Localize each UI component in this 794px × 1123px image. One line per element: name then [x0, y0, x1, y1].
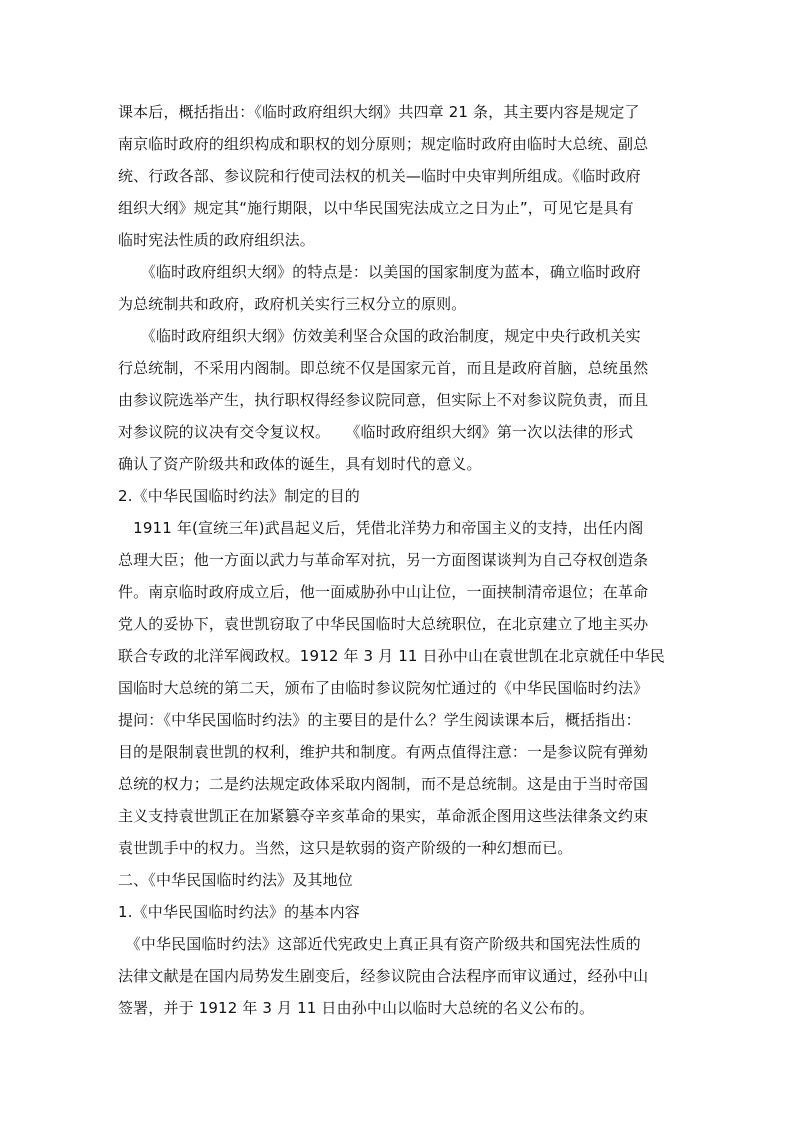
text-line-14: 1911 年(宣统三年)武昌起义后，凭借北洋势力和帝国主义的支持，出任内阁 — [118, 519, 644, 537]
text-line-5: 临时宪法性质的政府组织法。 — [118, 231, 315, 249]
section-heading-2: 2.《中华民国临时约法》制定的目的 — [118, 487, 360, 505]
text-line-29: 签署，并于 1912 年 3 月 11 日由孙中山以临时大总统的名义公布的。 — [118, 999, 595, 1017]
text-line-27: 《中华民国临时约法》这部近代宪政史上真正具有资产阶级共和国宪法性质的 — [118, 935, 641, 953]
text-line-1: 课本后，概括指出：《临时政府组织大纲》共四章 21 条，其主要内容是规定了 — [118, 103, 640, 121]
text-line-2: 南京临时政府的组织构成和职权的划分原则；规定临时政府由临时大总统、副总 — [118, 135, 649, 153]
text-line-7: 为总统制共和政府，政府机关实行三权分立的原则。 — [118, 295, 467, 313]
text-line-12: 确认了资产阶级共和政体的诞生，具有划时代的意义。 — [118, 455, 482, 473]
subsection-heading-1: 1.《中华民国临时约法》的基本内容 — [118, 903, 360, 921]
text-line-20: 提问：《中华民国临时约法》的主要目的是什么？学生阅读课本后，概括指出： — [118, 711, 641, 729]
text-line-11: 对参议院的议决有交令复议权。 《临时政府组织大纲》第一次以法律的形式 — [118, 423, 634, 441]
text-line-10: 由参议院选举产生，执行职权得经参议院同意，但实际上不对参议院负责，而且 — [118, 391, 649, 409]
text-line-8: 《临时政府组织大纲》仿效美利坚合众国的政治制度，规定中央行政机关实 — [118, 327, 641, 345]
text-line-19: 国临时大总统的第二天，颁布了由临时参议院匆忙通过的《中华民国临时约法》 — [118, 679, 649, 697]
section-heading-er: 二、《中华民国临时约法》及其地位 — [118, 871, 353, 889]
text-line-22: 总统的权力；二是约法规定政体采取内阁制，而不是总统制。这是由于当时帝国 — [118, 775, 649, 793]
text-line-17: 党人的妥协下，袁世凯窃取了中华民国临时大总统职位，在北京建立了地主买办 — [118, 615, 649, 633]
text-line-9: 行总统制，不采用内阁制。即总统不仅是国家元首，而且是政府首脑，总统虽然 — [118, 359, 649, 377]
text-line-18: 联合专政的北洋军阀政权。1912 年 3 月 11 日孙中山在袁世凯在北京就任中华民 — [118, 647, 665, 665]
text-line-6: 《临时政府组织大纲》的特点是：以美国的国家制度为蓝本，确立临时政府 — [118, 263, 641, 281]
text-line-4: 组织大纲》规定其“施行期限，以中华民国宪法成立之日为止”，可见它是具有 — [118, 199, 634, 217]
text-line-16: 件。南京临时政府成立后，他一面威胁孙中山让位，一面挟制清帝退位；在革命 — [118, 583, 649, 601]
text-line-3: 统、行政各部、参议院和行使司法权的机关—临时中央审判所组成。《临时政府 — [118, 167, 641, 185]
text-line-23: 主义支持袁世凯正在加紧篡夺辛亥革命的果实，革命派企图用这些法律条文约束 — [118, 807, 649, 825]
document-page — [118, 96, 678, 1024]
text-line-28: 法律文献是在国内局势发生剧变后，经参议院由合法程序而审议通过，经孙中山 — [118, 967, 649, 985]
text-line-15: 总理大臣；他一方面以武力与革命军对抗，另一方面图谋谈判为自己夺权创造条 — [118, 551, 649, 569]
text-line-24: 袁世凯手中的权力。当然，这只是软弱的资产阶级的一种幻想而已。 — [118, 839, 573, 857]
text-line-21: 目的是限制袁世凯的权利，维护共和制度。有两点值得注意：一是参议院有弹劾 — [118, 743, 649, 761]
